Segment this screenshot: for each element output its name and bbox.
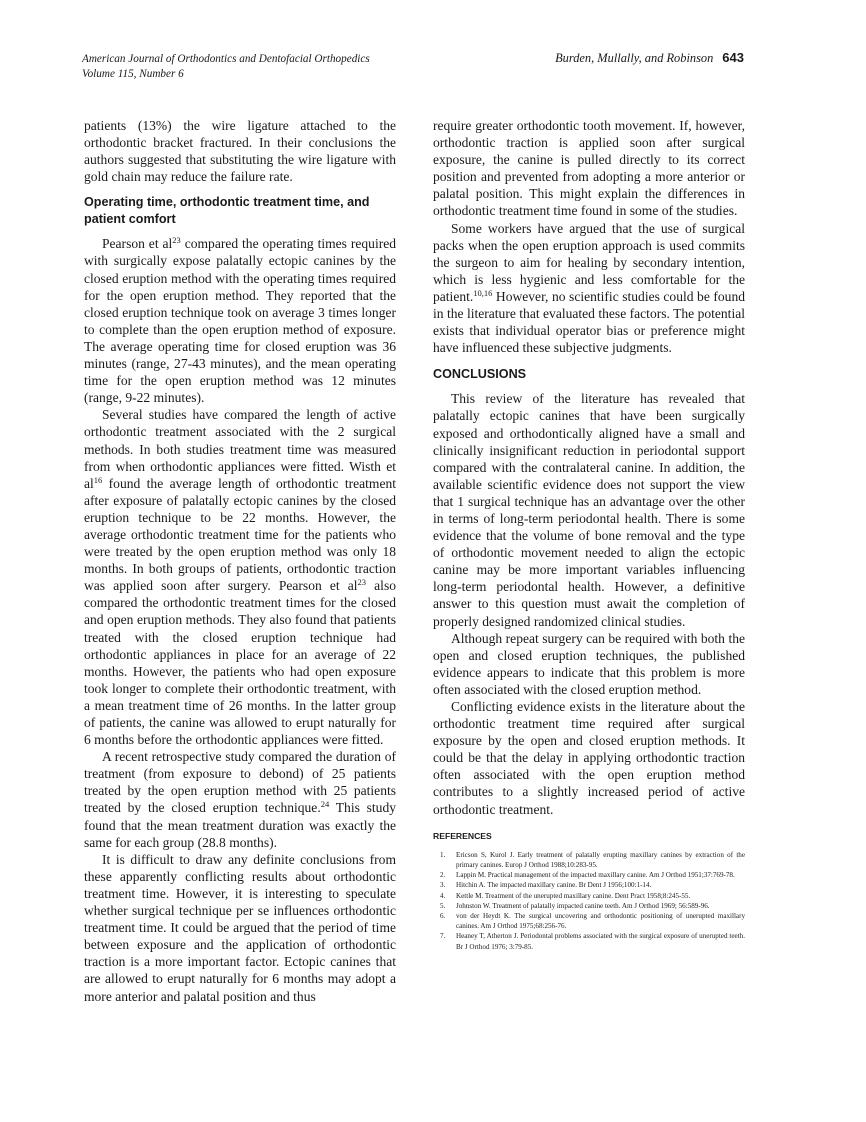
reference-text: Heaney T, Atherton J. Periodontal problems associated with the surgical exposure of unerupted teeth. Br J Orthod 1976; 3:79-85. [456,932,745,951]
reference-number: 1. [440,850,446,859]
reference-number: 2. [440,871,446,880]
reference-item [433,931,745,951]
reference-number: 7. [440,932,446,941]
citation: 23 [172,235,181,246]
page-number: 643 [722,50,744,65]
paragraph: Several studies have compared the length of active orthodontic treatment associated with the 2 surgical methods. In both studies treatment time was measured from when orthodontic appliances were fitted. Wisth et $al^{16}$ found the average length of orthodontic treatment after exposure of palatally ectopic canines by the closed eruption technique to be 22 months. However, the average orthodontic treatment time for the patients who were treated by the open eruption method was only 18 months. In both groups of patients, orthodontic traction was applied soon after surgery. Pearson et $al^{23}$ also compared the orthodontic treatment times for the closed and open eruption methods. They also found that patients treated with the closed eruption technique had orthodontic appliances in place for an average of 22 months. However, the patients who had open exposure took longer to complete their orthodontic treatment, with a mean treatment time of 26 months. In the latter group of patients, the canine was allowed to erupt naturally for 6 months before the orthodontic appliances were fitted. [84,407,396,748]
running-header-left [82,52,370,82]
reference-item [433,880,745,890]
reference-item [433,901,745,911]
reference-list [433,850,745,952]
paragraph: Conflicting evidence exists in the literature about the orthodontic treatment time required after surgical exposure by the open and closed eruption methods. It could be that the delay in applying orthodontic traction often associated with the open eruption method contributes to a slightly increased period of active orthodontic treatment. [433,699,745,817]
reference-number: 4. [440,891,446,900]
paragraph: Pearson et $al^{23}$ compared the operating times required with surgically expose palatally ectopic canines by the closed eruption method with the operating times required for the open eruption method. They reported that the closed eruption technique took on average 3 times longer to complete than the open eruption method of exposure. The average operating time for closed eruption was 36 minutes (range, 27-43 minutes), and the mean operating time for the open eruption method was 12 minutes (range, 9-22 minutes). [84,235,397,406]
citation: 23 [357,577,367,588]
reference-number: 5. [440,901,446,910]
reference-text: Kettle M. Treatment of the unerupted maxillary canine. Dent Pract 1958;8:245-55. [456,891,691,900]
paragraph: Some workers have argued that the use of surgical packs when the open eruption approach is used commits the surgeon to aim for healing by secondary intention, which is less hygienic and less comfortable for the patient.$^{10,16}$ However, no scientific studies could be found in the literature that evaluated these factors. The potential exists that individual operator bias or preference might have influenced these subjective judgments. [433,220,745,356]
paragraph: Although repeat surgery can be required with both the open and closed eruption techniques, the published evidence appears to indicate that this problem is more often associated with the closed eruption method. [433,630,745,697]
citation: 16 [93,474,103,485]
reference-text: Johnston W. Treatment of palatally impacted canine teeth. Am J Orthod 1969; 56:589-96. [456,901,710,910]
section-heading-conclusions: CONCLUSIONS [433,367,527,382]
reference-item [433,911,745,931]
right-column [433,117,745,952]
journal-volume: Volume 115, Number 6 [82,68,184,80]
reference-number: 6. [440,911,446,920]
reference-item [433,850,745,870]
section-heading-operating-time: Operating time, orthodontic treatment time, and patient comfort [84,195,370,227]
reference-text: von der Heydt K. The surgical uncovering and orthodontic positioning of unerupted maxillary canines. Am J Orthod 1975;68:256-76. [456,911,745,931]
references-heading: REFERENCES [433,830,492,841]
paragraph: A recent retrospective study compared the duration of treatment (from exposure to debond) of 25 patients treated by the open eruption method with 25 patients treated by the closed eruption technique.$^{24}$ This study found that the mean treatment duration was exactly the same for each group (28.8 months). [84,749,396,850]
reference-item [433,891,745,901]
reference-text: Lappin M. Practical management of the impacted maxillary canine. Am J Orthod 1951;37:769-78. [456,871,735,880]
citation: 10,16 [473,287,493,298]
paragraph: patients (13%) the wire ligature attached to the orthodontic bracket fractured. In their conclusions the authors suggested that substituting the wire ligature with gold chain may reduce the failure rate. [84,118,396,185]
paragraph: It is difficult to draw any definite conclusions from these apparently conflicting results about orthodontic treatment time. However, it is interesting to speculate whether surgical technique per se influences orthodontic treatment time. It could be argued that the period of time between exposure and the application of orthodontic traction is a more important factor. Ectopic canines that are allowed to erupt naturally for 6 months may adopt a more anterior and palatal position and thus [84,851,396,1004]
paragraph: require greater orthodontic tooth movement. If, however, orthodontic traction is applied soon after surgical exposure, the canine is pulled directly to its correct position and prevented from adopting a more anterior or palatal position. This might explain the differences in orthodontic treatment time found in some of the studies. [433,118,745,219]
running-header-right [555,50,744,66]
reference-item [433,870,745,880]
left-column [84,117,396,1005]
reference-text: Ericson S, Kurol J. Early treatment of palatally erupting maxillary canines by extraction of the primary canines. Europ J Orthod 1988;10:283-95. [456,850,745,869]
journal-title: American Journal of Orthodontics and Dentofacial Orthopedics [82,53,370,65]
reference-number: 3. [440,881,446,890]
reference-text: Hitchin A. The impacted maxillary canine. Br Dent J 1956;100:1-14. [456,881,652,890]
paragraph: This review of the literature has revealed that palatally ectopic canines that have been surgically exposed and orthodontically aligned have a small and clinically insignificant reduction in periodontal support compared with the contralateral canine. In addition, the available scientific evidence does not support the view that 1 surgical technique has an advantage over the other in terms of long-term periodontal health. There is some evidence that the volume of bone removal and the type of orthodontic movement needed to align the ectopic canine may be more important variables influencing long-term periodontal health. However, a definitive answer to this question must await the completion of properly designed randomized clinical studies. [433,391,745,629]
citation: 24 [320,799,330,810]
running-authors: Burden, Mullally, and Robinson [555,51,714,65]
